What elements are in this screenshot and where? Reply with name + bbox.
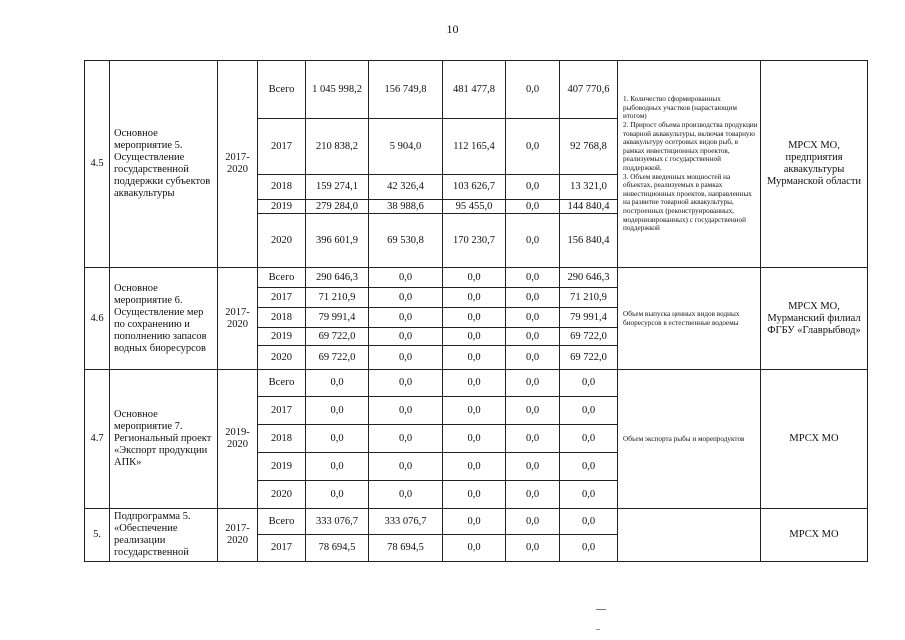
funding-value: 69 722,0	[306, 328, 369, 346]
indicator-text	[618, 509, 761, 562]
funding-value: 0,0	[306, 453, 369, 481]
measure-period: 2017-2020	[218, 509, 258, 562]
executor: МРСХ МО, предприятия аквакультуры Мурманской области	[761, 61, 868, 268]
funding-value: 0,0	[443, 288, 506, 308]
funding-value: 0,0	[369, 481, 443, 509]
funding-value: 0,0	[369, 453, 443, 481]
funding-value: 0,0	[443, 509, 506, 535]
funding-value: 144 840,4	[560, 200, 618, 214]
funding-value: 0,0	[506, 535, 560, 562]
funding-value: 78 694,5	[369, 535, 443, 562]
year-label: 2020	[258, 346, 306, 370]
funding-value: 0,0	[443, 425, 506, 453]
year-label: 2017	[258, 535, 306, 562]
funding-value: 0,0	[506, 453, 560, 481]
year-label: 2018	[258, 425, 306, 453]
funding-value: 0,0	[369, 370, 443, 397]
funding-value: 0,0	[443, 268, 506, 288]
funding-value: 0,0	[560, 509, 618, 535]
funding-value: 0,0	[443, 481, 506, 509]
funding-value: 210 838,2	[306, 119, 369, 175]
funding-value: 0,0	[443, 453, 506, 481]
funding-value: 0,0	[443, 397, 506, 425]
measure-name: Основное мероприятие 7. Региональный проект «Экспорт продукции АПК»	[110, 370, 218, 509]
funding-value: 95 455,0	[443, 200, 506, 214]
year-label: 2017	[258, 397, 306, 425]
funding-value: 0,0	[306, 425, 369, 453]
row-number: 4.5	[85, 61, 110, 268]
funding-value: 156 840,4	[560, 214, 618, 268]
funding-value: 290 646,3	[560, 268, 618, 288]
table-row	[85, 61, 868, 119]
funding-value: 0,0	[560, 425, 618, 453]
executor: МРСХ МО	[761, 509, 868, 562]
funding-value: 0,0	[306, 397, 369, 425]
funding-value: 0,0	[506, 119, 560, 175]
funding-value: 0,0	[560, 535, 618, 562]
year-label: 2020	[258, 481, 306, 509]
funding-value: 0,0	[443, 370, 506, 397]
funding-value: 0,0	[443, 346, 506, 370]
funding-value: 0,0	[306, 481, 369, 509]
funding-value: 0,0	[369, 268, 443, 288]
funding-value: 290 646,3	[306, 268, 369, 288]
page-number: 10	[446, 22, 459, 36]
row-number: 4.7	[85, 370, 110, 509]
funding-value: 0,0	[506, 200, 560, 214]
funding-value: 0,0	[506, 397, 560, 425]
funding-value: 103 626,7	[443, 175, 506, 200]
table-row	[85, 509, 868, 535]
funding-value: 5 904,0	[369, 119, 443, 175]
funding-value: 69 722,0	[306, 346, 369, 370]
funding-value: 0,0	[506, 288, 560, 308]
year-label: Всего	[258, 370, 306, 397]
funding-value: 279 284,0	[306, 200, 369, 214]
funding-value: 0,0	[506, 175, 560, 200]
year-label: Всего	[258, 268, 306, 288]
funding-value: 0,0	[506, 328, 560, 346]
funding-value: 481 477,8	[443, 61, 506, 119]
funding-value: 407 770,6	[560, 61, 618, 119]
funding-value: 69 722,0	[560, 346, 618, 370]
measure-name: Подпрограмма 5. «Обеспечение реализации государственной	[110, 509, 218, 562]
funding-value: 0,0	[506, 481, 560, 509]
funding-value: 0,0	[369, 397, 443, 425]
measure-period: 2019-2020	[218, 370, 258, 509]
indicator-text: 1. Количество сформированных рыбоводных участков (нарастающим итогом) 2. Прирост объема производства продукции товарной аквакультуры, включая товарную аквакультуру осетровых видов рыб, в рамках инвестиционных проектов, реализуемых с государственной поддержкой. 3. Объем введенных мощностей на объектах, реализуемых в рамках инвестиционных проектов, направленных на развитие товарной аквакультуры, построенных (реконструированных, модернизированных) с государственной поддержкой	[618, 61, 761, 268]
measure-period: 2017-2020	[218, 268, 258, 370]
funding-value: 42 326,4	[369, 175, 443, 200]
funding-value: 0,0	[560, 481, 618, 509]
year-label: Всего	[258, 509, 306, 535]
row-number: 4.6	[85, 268, 110, 370]
funding-value: 0,0	[369, 288, 443, 308]
funding-value: 0,0	[369, 346, 443, 370]
year-label: 2019	[258, 200, 306, 214]
row-number: 5.	[85, 509, 110, 562]
funding-value: 159 274,1	[306, 175, 369, 200]
year-label: 2020	[258, 214, 306, 268]
year-label: Всего	[258, 61, 306, 119]
year-label: 2019	[258, 453, 306, 481]
funding-value: 0,0	[443, 308, 506, 328]
funding-value: 0,0	[369, 308, 443, 328]
funding-value: 333 076,7	[369, 509, 443, 535]
funding-value: 0,0	[443, 328, 506, 346]
funding-value: 156 749,8	[369, 61, 443, 119]
year-label: 2017	[258, 119, 306, 175]
year-label: 2017	[258, 288, 306, 308]
funding-value: 92 768,8	[560, 119, 618, 175]
funding-value: 333 076,7	[306, 509, 369, 535]
funding-value: 78 694,5	[306, 535, 369, 562]
year-label: 2018	[258, 175, 306, 200]
funding-value: 0,0	[506, 370, 560, 397]
scan-mark	[596, 629, 600, 630]
funding-value: 38 988,6	[369, 200, 443, 214]
funding-value: 71 210,9	[560, 288, 618, 308]
table-row	[85, 268, 868, 288]
funding-value: 112 165,4	[443, 119, 506, 175]
funding-value: 170 230,7	[443, 214, 506, 268]
table-row	[85, 370, 868, 397]
funding-value: 79 991,4	[306, 308, 369, 328]
funding-value: 13 321,0	[560, 175, 618, 200]
funding-value: 0,0	[506, 214, 560, 268]
measure-name: Основное мероприятие 5. Осуществление государственной поддержки субъектов аквакультуры	[110, 61, 218, 268]
program-table	[84, 60, 868, 562]
funding-value: 0,0	[560, 397, 618, 425]
funding-value: 0,0	[443, 535, 506, 562]
funding-value: 0,0	[560, 453, 618, 481]
scan-mark	[596, 609, 606, 610]
funding-value: 0,0	[506, 308, 560, 328]
funding-value: 0,0	[306, 370, 369, 397]
funding-value: 79 991,4	[560, 308, 618, 328]
funding-value: 69 722,0	[560, 328, 618, 346]
indicator-text: Объем выпуска ценных видов водных биоресурсов в естественные водоемы	[618, 268, 761, 370]
funding-value: 0,0	[506, 509, 560, 535]
funding-value: 69 530,8	[369, 214, 443, 268]
executor: МРСХ МО, Мурманский филиал ФГБУ «Главрыбвод»	[761, 268, 868, 370]
funding-value: 0,0	[560, 370, 618, 397]
year-label: 2018	[258, 308, 306, 328]
funding-value: 0,0	[369, 425, 443, 453]
funding-value: 0,0	[369, 328, 443, 346]
funding-value: 0,0	[506, 346, 560, 370]
funding-value: 396 601,9	[306, 214, 369, 268]
funding-value: 0,0	[506, 425, 560, 453]
funding-value: 71 210,9	[306, 288, 369, 308]
year-label: 2019	[258, 328, 306, 346]
measure-period: 2017-2020	[218, 61, 258, 268]
funding-value: 0,0	[506, 61, 560, 119]
executor: МРСХ МО	[761, 370, 868, 509]
funding-value: 1 045 998,2	[306, 61, 369, 119]
measure-name: Основное мероприятие 6. Осуществление мер по сохранению и пополнению запасов водных биоресурсов	[110, 268, 218, 370]
indicator-text: Объем экспорта рыбы и морепродуктов	[618, 370, 761, 509]
funding-value: 0,0	[506, 268, 560, 288]
